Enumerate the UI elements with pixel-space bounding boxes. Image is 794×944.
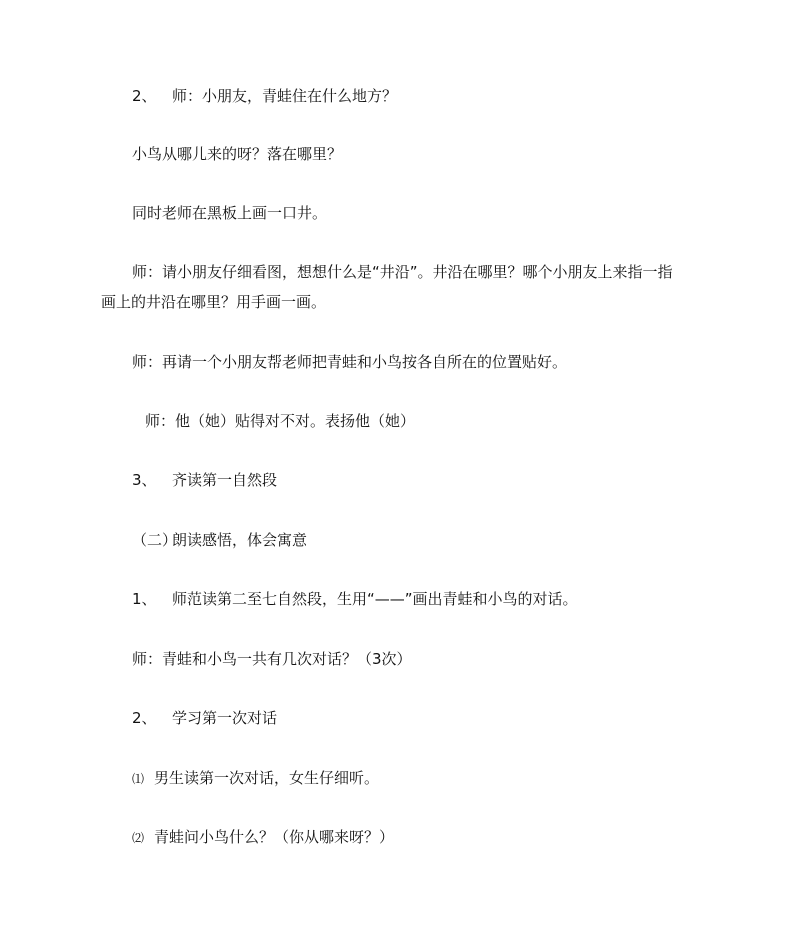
item-number: 2、 bbox=[132, 87, 157, 105]
line-text: 师范读第二至七自然段，生用“——”画出青蛙和小鸟的对话。 bbox=[172, 590, 578, 608]
line-text: 画上的井沿在哪里？用手画一画。 bbox=[101, 293, 327, 311]
line-text: 师：请小朋友仔细看图，想想什么是“井沿”。井沿在哪里？哪个小朋友上来指一指 bbox=[132, 263, 673, 281]
item-number: 3、 bbox=[132, 471, 157, 489]
line-text: 男生读第一次对话，女生仔细听。 bbox=[154, 769, 380, 787]
line-text: 师：他（她）贴得对不对。表扬他（她） bbox=[145, 412, 416, 430]
paragraph-line bbox=[132, 86, 397, 106]
paragraph-line bbox=[101, 292, 326, 312]
paragraph-line bbox=[132, 827, 394, 848]
paragraph-line bbox=[132, 649, 412, 669]
sub-item-number: ⑴ bbox=[132, 772, 145, 786]
section-number: （二） bbox=[132, 531, 178, 549]
paragraph-line bbox=[132, 203, 327, 223]
line-text: 齐读第一自然段 bbox=[172, 471, 278, 489]
line-text: 师：青蛙和小鸟一共有几次对话？（3次） bbox=[132, 650, 412, 668]
paragraph-line bbox=[145, 411, 415, 431]
line-text: 师：再请一个小朋友帮老师把青蛙和小鸟按各自所在的位置贴好。 bbox=[132, 353, 568, 371]
paragraph-line bbox=[132, 589, 578, 609]
line-text: 学习第一次对话 bbox=[172, 709, 278, 727]
item-number: 1、 bbox=[132, 590, 157, 608]
line-text: 青蛙问小鸟什么？（你从哪来呀？） bbox=[154, 828, 395, 846]
sub-item-number: ⑵ bbox=[132, 831, 145, 845]
line-text: 师：小朋友，青蛙住在什么地方？ bbox=[172, 87, 398, 105]
line-text: 朗读感悟，体会寓意 bbox=[172, 531, 308, 549]
item-number: 2、 bbox=[132, 709, 157, 727]
paragraph-line bbox=[132, 262, 673, 282]
paragraph-line bbox=[132, 768, 379, 789]
paragraph-line bbox=[132, 708, 277, 728]
line-text: 小鸟从哪儿来的呀？落在哪里？ bbox=[132, 145, 343, 163]
section-heading bbox=[132, 530, 307, 550]
paragraph-line bbox=[132, 470, 277, 490]
paragraph-line bbox=[132, 144, 342, 164]
line-text: 同时老师在黑板上画一口井。 bbox=[132, 204, 328, 222]
paragraph-line bbox=[132, 352, 567, 372]
